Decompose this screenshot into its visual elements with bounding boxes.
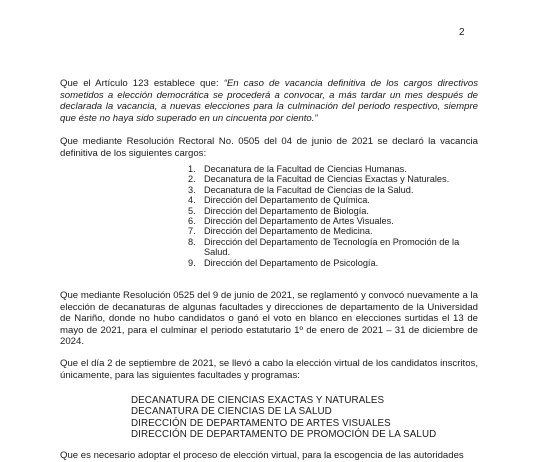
list-item-number: 9. [188, 257, 196, 268]
list-item [188, 174, 470, 184]
page-number: 2 [459, 27, 465, 38]
resolution-0525-paragraph: Que mediante Resolución 0525 del 9 de junio de 2021, se reglamentó y convocó nuevamente a la elección de decanaturas de algunas facultades y direcciones de departamento de la Universidad de Nariño, donde no hubo candidatos o ganó el voto en blanco en elecciones surtidas el 13 de mayo de 2021, para el culminar el periodo estatutario 1º de enero de 2021 – 31 de diciembre de 2024. [60, 290, 478, 348]
list-item [188, 195, 470, 205]
list-item-number: 7. [188, 226, 196, 237]
list-item-number: 4. [188, 195, 196, 206]
list-item-label: Dirección del Departamento de Psicología. [204, 257, 379, 268]
list-item-label: Dirección del Departamento de Medicina. [204, 226, 373, 237]
list-item-label: Dirección del Departamento de Química. [204, 195, 370, 206]
virtual-election-paragraph: Que el día 2 de septiembre de 2021, se llevó a cabo la elección virtual de los candidatos inscritos, únicamente, para las siguientes facultades y programas: [60, 358, 478, 381]
list-item: DIRECCIÓN DE DEPARTAMENTO DE ARTES VISUALES [131, 417, 391, 429]
list-item [188, 258, 470, 268]
vacancy-list [188, 164, 470, 268]
list-item-label: Dirección del Departamento de Tecnología en Promoción de la Salud. [204, 236, 460, 258]
list-item: DECANATURA DE CIENCIAS DE LA SALUD [131, 406, 332, 418]
list-item-label: Decanatura de la Facultad de Ciencias Exactas y Naturales. [204, 174, 450, 185]
list-item-label: Dirección del Departamento de Biología. [204, 205, 369, 216]
article-123-paragraph [60, 78, 478, 124]
vacancy-declaration-paragraph: Que mediante Resolución Rectoral No. 0505 del 04 de junio de 2021 se declaró la vacancia definitiva de los siguientes cargos: [60, 136, 478, 159]
list-item [188, 164, 470, 174]
list-item [188, 216, 470, 226]
list-item-label: Decanatura de la Facultad de Ciencias Humanas. [204, 164, 407, 174]
list-item [188, 237, 470, 258]
list-item: DIRECCIÓN DE DEPARTAMENTO DE PROMOCIÓN DE LA SALUD [131, 428, 437, 440]
list-item-number: 6. [188, 216, 196, 227]
list-item-label: Dirección del Departamento de Artes Visuales. [204, 216, 394, 227]
list-item [188, 226, 470, 236]
list-item-label: Decanatura de la Facultad de Ciencias de la Salud. [204, 184, 414, 195]
list-item-number: 5. [188, 205, 196, 216]
elected-positions-list [131, 395, 436, 440]
article-123-lead: Que el Artículo 123 establece que: [60, 78, 224, 89]
list-item [188, 206, 470, 216]
list-item-number: 2. [188, 174, 196, 185]
list-item: DECANATURA DE CIENCIAS EXACTAS Y NATURALES [131, 395, 385, 406]
article-123-quote: “En caso de vacancia definitiva de los cargos directivos sometidos a elección democrática se procederá a convocar, a más tardar un mes después de declarada la vacancia, a nuevas elecciones para la culminación del periodo respectivo, siempre que éste no haya sido superado en un cincuenta por ciento.” [60, 78, 478, 124]
list-item [188, 185, 470, 195]
list-item-number: 3. [188, 184, 196, 195]
list-item-number: 1. [188, 164, 196, 174]
list-item-number: 8. [188, 236, 196, 247]
closing-paragraph: Que es necesario adoptar el proceso de elección virtual, para la escogencia de las autoridades [60, 450, 464, 461]
